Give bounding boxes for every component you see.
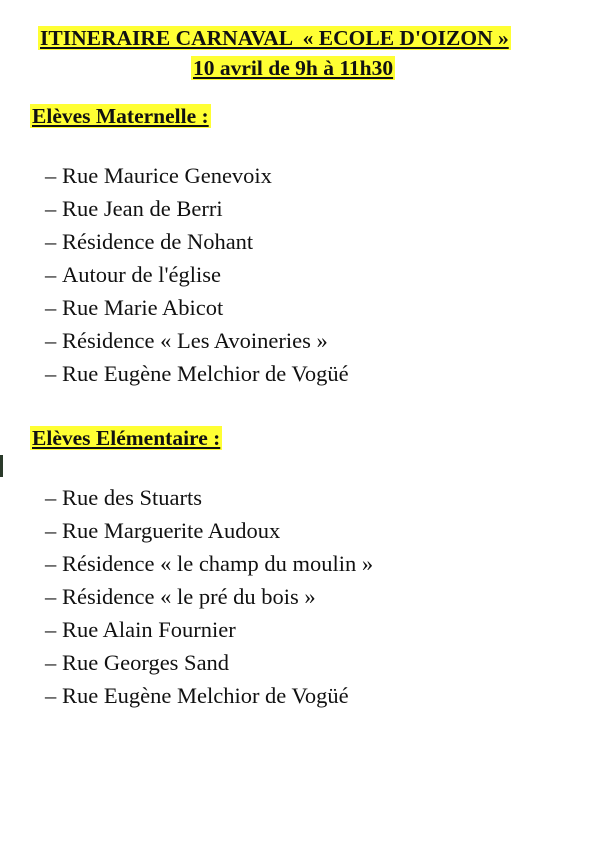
document-subtitle-text: 10 avril de 9h à 11h30 bbox=[193, 56, 394, 80]
list-marker: – bbox=[45, 361, 57, 386]
list-marker: – bbox=[45, 683, 57, 708]
list-item bbox=[45, 646, 373, 679]
list-marker: – bbox=[45, 328, 57, 353]
scan-artifact bbox=[0, 455, 3, 477]
list-item bbox=[45, 613, 373, 646]
street-name: Rue Eugène Melchior de Vogüé bbox=[62, 683, 349, 708]
section-heading-maternelle bbox=[30, 104, 211, 128]
list-marker: – bbox=[45, 518, 57, 543]
list-item bbox=[45, 514, 373, 547]
list-marker: – bbox=[45, 650, 57, 675]
list-marker: – bbox=[45, 262, 57, 287]
list-item bbox=[45, 291, 349, 324]
document-subtitle bbox=[191, 56, 395, 80]
street-name: Rue Eugène Melchior de Vogüé bbox=[62, 361, 349, 386]
street-name: Autour de l'église bbox=[62, 262, 222, 287]
street-name: Rue Alain Fournier bbox=[62, 617, 236, 642]
list-marker: – bbox=[45, 551, 57, 576]
list-marker: – bbox=[45, 584, 57, 609]
list-item bbox=[45, 225, 349, 258]
list-item bbox=[45, 159, 349, 192]
street-name: Rue Georges Sand bbox=[62, 650, 230, 675]
route-list-maternelle bbox=[45, 159, 349, 390]
list-item bbox=[45, 357, 349, 390]
street-name: Rue Marie Abicot bbox=[62, 295, 224, 320]
street-name: Rue Maurice Genevoix bbox=[62, 163, 272, 188]
list-marker: – bbox=[45, 485, 57, 510]
section-heading-elementaire-text: Elèves Elémentaire : bbox=[32, 426, 221, 450]
document-title-text: ITINERAIRE CARNAVAL « ECOLE D'OIZON » bbox=[40, 26, 509, 50]
section-heading-elementaire bbox=[30, 426, 222, 450]
list-marker: – bbox=[45, 196, 57, 221]
list-item bbox=[45, 192, 349, 225]
route-list-elementaire bbox=[45, 481, 373, 712]
list-marker: – bbox=[45, 295, 57, 320]
street-name: Résidence de Nohant bbox=[62, 229, 254, 254]
list-item bbox=[45, 580, 373, 613]
list-item bbox=[45, 547, 373, 580]
street-name: Rue des Stuarts bbox=[62, 485, 202, 510]
street-name: Rue Jean de Berri bbox=[62, 196, 223, 221]
list-item bbox=[45, 679, 373, 712]
list-item bbox=[45, 324, 349, 357]
street-name: Résidence « le pré du bois » bbox=[62, 584, 316, 609]
street-name: Résidence « le champ du moulin » bbox=[62, 551, 374, 576]
street-name: Résidence « Les Avoineries » bbox=[62, 328, 328, 353]
list-item bbox=[45, 481, 373, 514]
list-marker: – bbox=[45, 617, 57, 642]
section-heading-maternelle-text: Elèves Maternelle : bbox=[32, 104, 209, 128]
street-name: Rue Marguerite Audoux bbox=[62, 518, 281, 543]
document-title bbox=[38, 26, 511, 50]
list-item bbox=[45, 258, 349, 291]
list-marker: – bbox=[45, 163, 57, 188]
list-marker: – bbox=[45, 229, 57, 254]
